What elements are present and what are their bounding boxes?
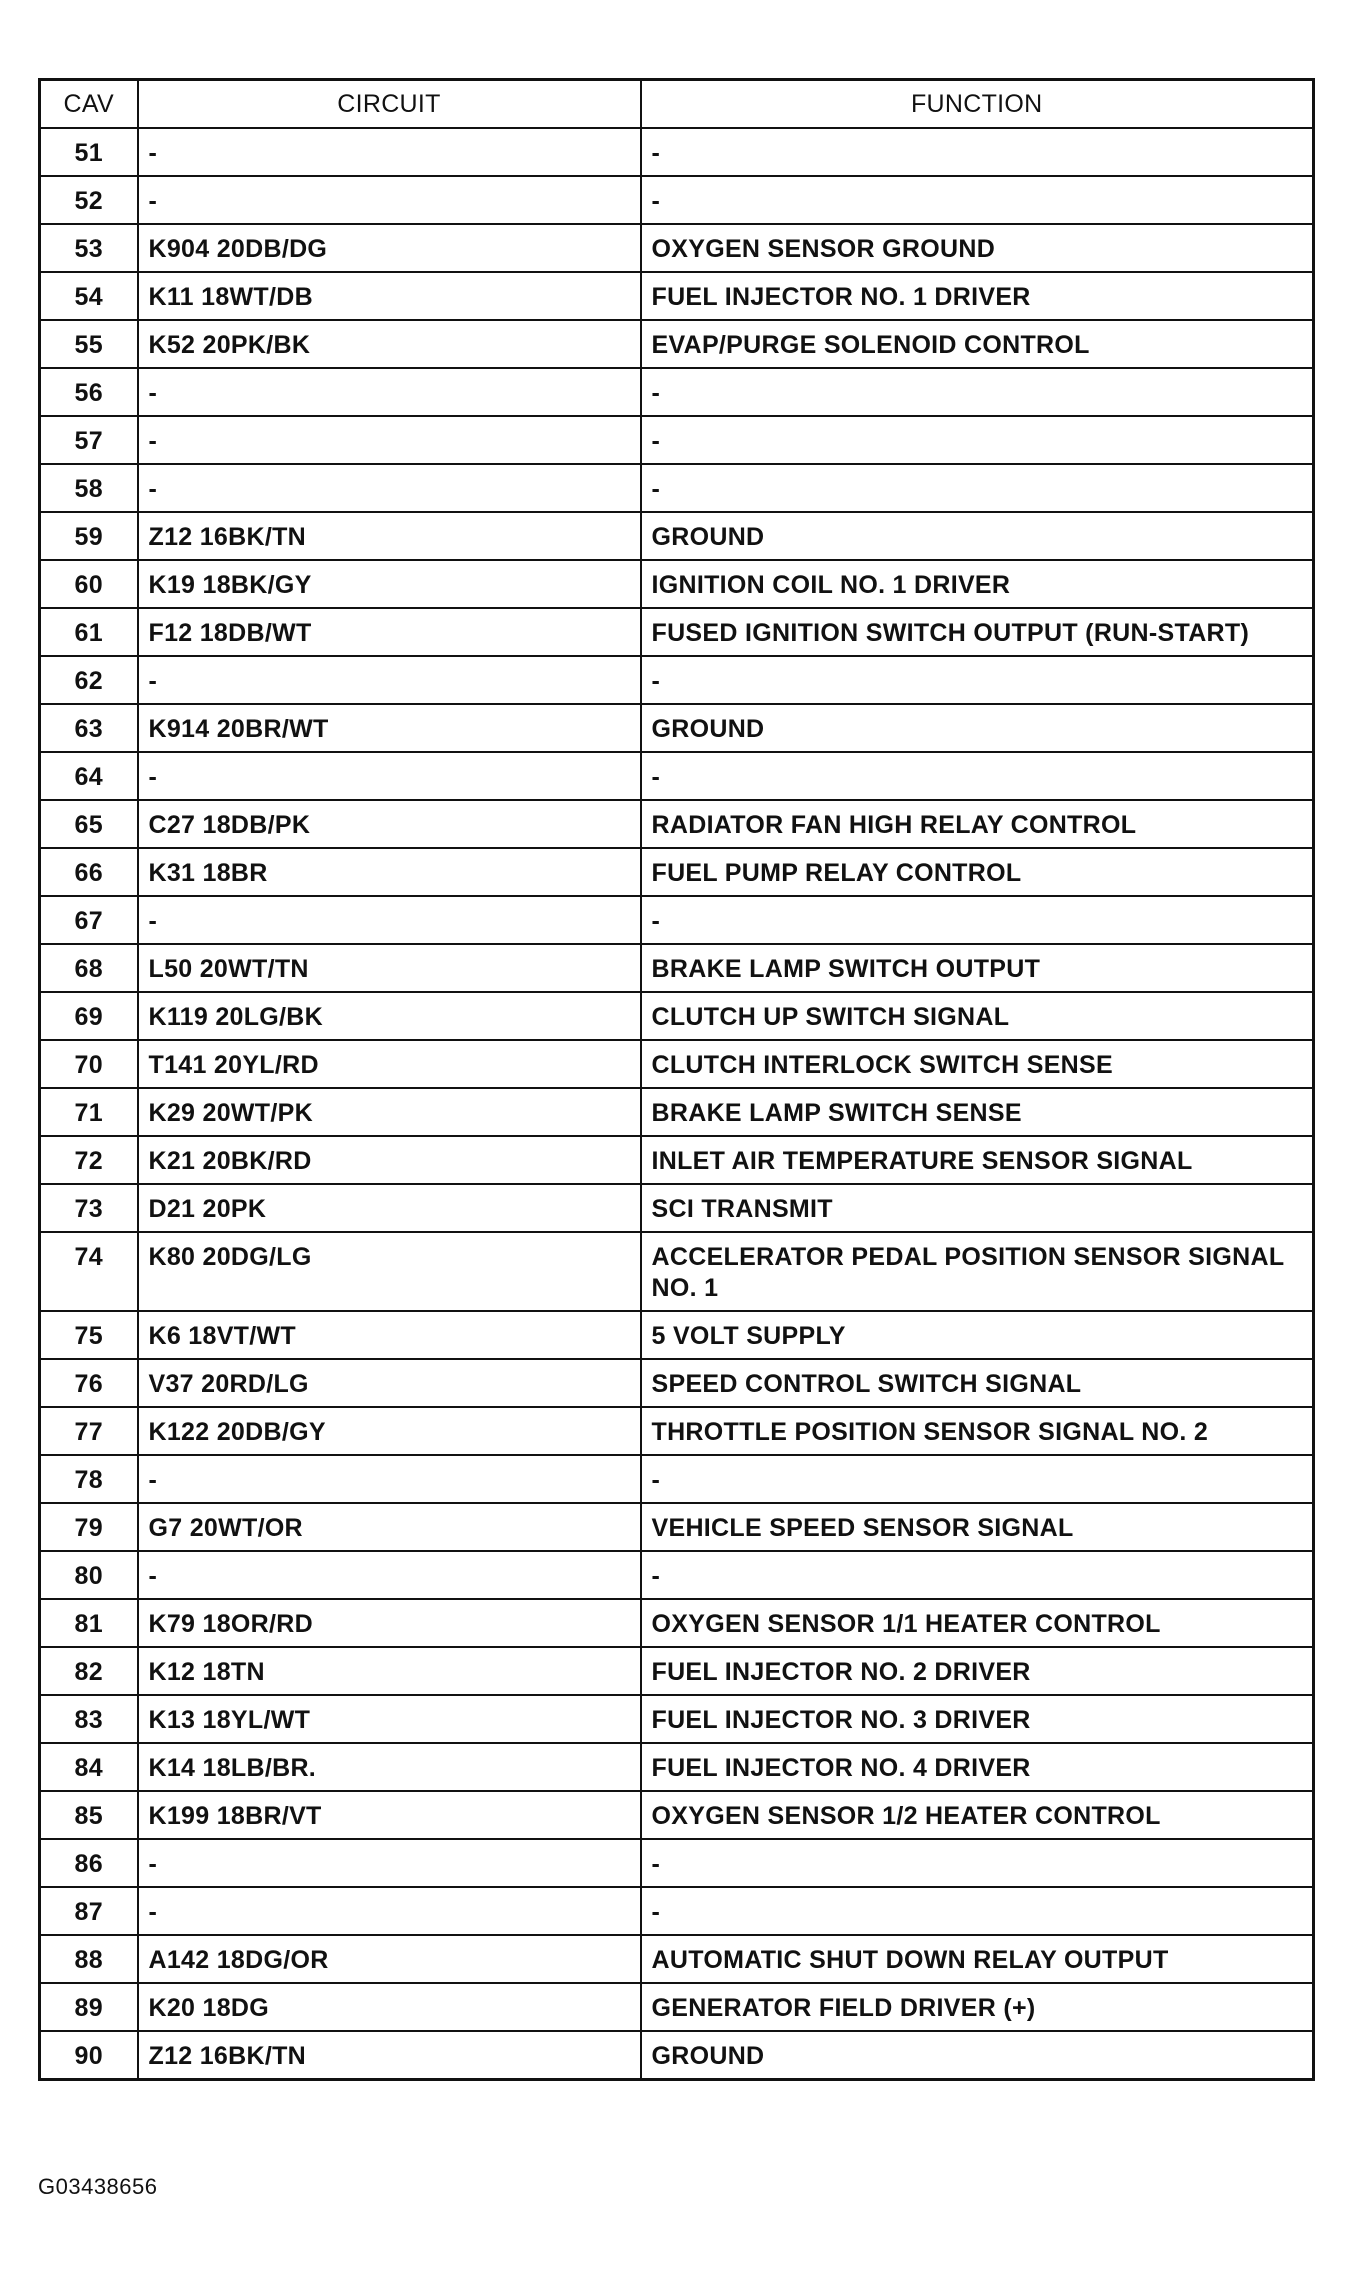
cav-cell: 58 (40, 464, 138, 512)
function-cell: BRAKE LAMP SWITCH SENSE (641, 1088, 1314, 1136)
table-row (40, 1839, 1314, 1887)
function-cell: CLUTCH UP SWITCH SIGNAL (641, 992, 1314, 1040)
cav-cell: 62 (40, 656, 138, 704)
function-cell: GROUND (641, 704, 1314, 752)
cav-cell: 89 (40, 1983, 138, 2031)
circuit-cell: - (138, 1887, 641, 1935)
circuit-cell: K20 18DG (138, 1983, 641, 2031)
table-row (40, 1743, 1314, 1791)
function-cell: ACCELERATOR PEDAL POSITION SENSOR SIGNAL NO. 1 (641, 1232, 1314, 1311)
function-cell: 5 VOLT SUPPLY (641, 1311, 1314, 1359)
circuit-cell: K14 18LB/BR. (138, 1743, 641, 1791)
function-cell: BRAKE LAMP SWITCH OUTPUT (641, 944, 1314, 992)
table-row (40, 2031, 1314, 2080)
function-cell: THROTTLE POSITION SENSOR SIGNAL NO. 2 (641, 1407, 1314, 1455)
table-row (40, 1887, 1314, 1935)
circuit-cell: - (138, 656, 641, 704)
cav-cell: 69 (40, 992, 138, 1040)
function-cell: OXYGEN SENSOR 1/2 HEATER CONTROL (641, 1791, 1314, 1839)
cav-cell: 74 (40, 1232, 138, 1311)
function-cell: FUEL INJECTOR NO. 1 DRIVER (641, 272, 1314, 320)
table-row (40, 1040, 1314, 1088)
circuit-cell: K914 20BR/WT (138, 704, 641, 752)
table-row (40, 656, 1314, 704)
cav-cell: 80 (40, 1551, 138, 1599)
cav-cell: 78 (40, 1455, 138, 1503)
function-cell: VEHICLE SPEED SENSOR SIGNAL (641, 1503, 1314, 1551)
function-cell: FUEL INJECTOR NO. 3 DRIVER (641, 1695, 1314, 1743)
table-row (40, 272, 1314, 320)
circuit-cell: C27 18DB/PK (138, 800, 641, 848)
figure-id: G03438656 (38, 2174, 158, 2199)
table-row (40, 608, 1314, 656)
table-row (40, 752, 1314, 800)
table-row (40, 1647, 1314, 1695)
table-row (40, 1136, 1314, 1184)
table-row (40, 1455, 1314, 1503)
pinout-table (38, 78, 1315, 2081)
circuit-cell: F12 18DB/WT (138, 608, 641, 656)
circuit-cell: K6 18VT/WT (138, 1311, 641, 1359)
cav-cell: 67 (40, 896, 138, 944)
function-cell: - (641, 368, 1314, 416)
circuit-cell: - (138, 1839, 641, 1887)
table-row (40, 224, 1314, 272)
cav-cell: 86 (40, 1839, 138, 1887)
cav-cell: 82 (40, 1647, 138, 1695)
function-cell: OXYGEN SENSOR GROUND (641, 224, 1314, 272)
cav-cell: 75 (40, 1311, 138, 1359)
circuit-cell: K80 20DG/LG (138, 1232, 641, 1311)
table-row (40, 176, 1314, 224)
circuit-cell: K31 18BR (138, 848, 641, 896)
table-row (40, 368, 1314, 416)
cav-cell: 87 (40, 1887, 138, 1935)
table-row (40, 1791, 1314, 1839)
circuit-cell: - (138, 128, 641, 176)
cav-cell: 55 (40, 320, 138, 368)
function-cell: CLUTCH INTERLOCK SWITCH SENSE (641, 1040, 1314, 1088)
circuit-cell: V37 20RD/LG (138, 1359, 641, 1407)
table-row (40, 1695, 1314, 1743)
cav-cell: 51 (40, 128, 138, 176)
cav-cell: 52 (40, 176, 138, 224)
circuit-cell: K29 20WT/PK (138, 1088, 641, 1136)
table-row (40, 1088, 1314, 1136)
table-row (40, 464, 1314, 512)
table-row (40, 1184, 1314, 1232)
cav-cell: 65 (40, 800, 138, 848)
cav-cell: 71 (40, 1088, 138, 1136)
function-cell: FUEL PUMP RELAY CONTROL (641, 848, 1314, 896)
circuit-cell: L50 20WT/TN (138, 944, 641, 992)
circuit-cell: - (138, 416, 641, 464)
circuit-cell: Z12 16BK/TN (138, 2031, 641, 2080)
function-cell: - (641, 416, 1314, 464)
cav-cell: 81 (40, 1599, 138, 1647)
function-cell: GROUND (641, 2031, 1314, 2080)
circuit-cell: K12 18TN (138, 1647, 641, 1695)
table-row (40, 1599, 1314, 1647)
function-cell: FUEL INJECTOR NO. 2 DRIVER (641, 1647, 1314, 1695)
cav-cell: 85 (40, 1791, 138, 1839)
header-cav: CAV (40, 80, 138, 129)
circuit-cell: K21 20BK/RD (138, 1136, 641, 1184)
cav-cell: 63 (40, 704, 138, 752)
table-row (40, 416, 1314, 464)
cav-cell: 59 (40, 512, 138, 560)
table-body (40, 128, 1314, 2080)
circuit-cell: K79 18OR/RD (138, 1599, 641, 1647)
circuit-cell: - (138, 176, 641, 224)
table-row (40, 992, 1314, 1040)
circuit-cell: D21 20PK (138, 1184, 641, 1232)
table-row (40, 128, 1314, 176)
cav-cell: 73 (40, 1184, 138, 1232)
circuit-cell: - (138, 368, 641, 416)
circuit-cell: K19 18BK/GY (138, 560, 641, 608)
function-cell: - (641, 656, 1314, 704)
function-cell: EVAP/PURGE SOLENOID CONTROL (641, 320, 1314, 368)
header-circuit: CIRCUIT (138, 80, 641, 129)
table-row (40, 1503, 1314, 1551)
cav-cell: 84 (40, 1743, 138, 1791)
circuit-cell: T141 20YL/RD (138, 1040, 641, 1088)
table-row (40, 704, 1314, 752)
function-cell: FUEL INJECTOR NO. 4 DRIVER (641, 1743, 1314, 1791)
table-row (40, 1983, 1314, 2031)
cav-cell: 64 (40, 752, 138, 800)
circuit-cell: - (138, 896, 641, 944)
function-cell: - (641, 1887, 1314, 1935)
function-cell: - (641, 752, 1314, 800)
function-cell: SPEED CONTROL SWITCH SIGNAL (641, 1359, 1314, 1407)
table-row (40, 320, 1314, 368)
table-row (40, 1407, 1314, 1455)
function-cell: - (641, 896, 1314, 944)
table-row (40, 848, 1314, 896)
function-cell: - (641, 176, 1314, 224)
cav-cell: 61 (40, 608, 138, 656)
cav-cell: 66 (40, 848, 138, 896)
function-cell: RADIATOR FAN HIGH RELAY CONTROL (641, 800, 1314, 848)
cav-cell: 90 (40, 2031, 138, 2080)
cav-cell: 70 (40, 1040, 138, 1088)
circuit-cell: K11 18WT/DB (138, 272, 641, 320)
table-row (40, 944, 1314, 992)
circuit-cell: - (138, 464, 641, 512)
table-row (40, 1359, 1314, 1407)
circuit-cell: K199 18BR/VT (138, 1791, 641, 1839)
function-cell: IGNITION COIL NO. 1 DRIVER (641, 560, 1314, 608)
circuit-cell: - (138, 752, 641, 800)
cav-cell: 72 (40, 1136, 138, 1184)
table-row (40, 896, 1314, 944)
table-row (40, 512, 1314, 560)
cav-cell: 53 (40, 224, 138, 272)
table-row (40, 1935, 1314, 1983)
cav-cell: 76 (40, 1359, 138, 1407)
cav-cell: 68 (40, 944, 138, 992)
circuit-cell: - (138, 1455, 641, 1503)
function-cell: INLET AIR TEMPERATURE SENSOR SIGNAL (641, 1136, 1314, 1184)
function-cell: OXYGEN SENSOR 1/1 HEATER CONTROL (641, 1599, 1314, 1647)
table-row (40, 1311, 1314, 1359)
table-header-row (40, 80, 1314, 129)
header-function: FUNCTION (641, 80, 1314, 129)
cav-cell: 77 (40, 1407, 138, 1455)
circuit-cell: K13 18YL/WT (138, 1695, 641, 1743)
cav-cell: 88 (40, 1935, 138, 1983)
function-cell: GROUND (641, 512, 1314, 560)
function-cell: - (641, 128, 1314, 176)
circuit-cell: K52 20PK/BK (138, 320, 641, 368)
function-cell: AUTOMATIC SHUT DOWN RELAY OUTPUT (641, 1935, 1314, 1983)
table-row (40, 1551, 1314, 1599)
function-cell: GENERATOR FIELD DRIVER (+) (641, 1983, 1314, 2031)
cav-cell: 57 (40, 416, 138, 464)
table-row (40, 560, 1314, 608)
function-cell: - (641, 1551, 1314, 1599)
circuit-cell: A142 18DG/OR (138, 1935, 641, 1983)
cav-cell: 56 (40, 368, 138, 416)
cav-cell: 54 (40, 272, 138, 320)
circuit-cell: K119 20LG/BK (138, 992, 641, 1040)
table-row (40, 1232, 1314, 1311)
function-cell: - (641, 1455, 1314, 1503)
cav-cell: 79 (40, 1503, 138, 1551)
function-cell: SCI TRANSMIT (641, 1184, 1314, 1232)
circuit-cell: Z12 16BK/TN (138, 512, 641, 560)
circuit-cell: - (138, 1551, 641, 1599)
function-cell: - (641, 464, 1314, 512)
function-cell: FUSED IGNITION SWITCH OUTPUT (RUN-START) (641, 608, 1314, 656)
circuit-cell: K904 20DB/DG (138, 224, 641, 272)
circuit-cell: K122 20DB/GY (138, 1407, 641, 1455)
table-row (40, 800, 1314, 848)
function-cell: - (641, 1839, 1314, 1887)
cav-cell: 60 (40, 560, 138, 608)
circuit-cell: G7 20WT/OR (138, 1503, 641, 1551)
cav-cell: 83 (40, 1695, 138, 1743)
